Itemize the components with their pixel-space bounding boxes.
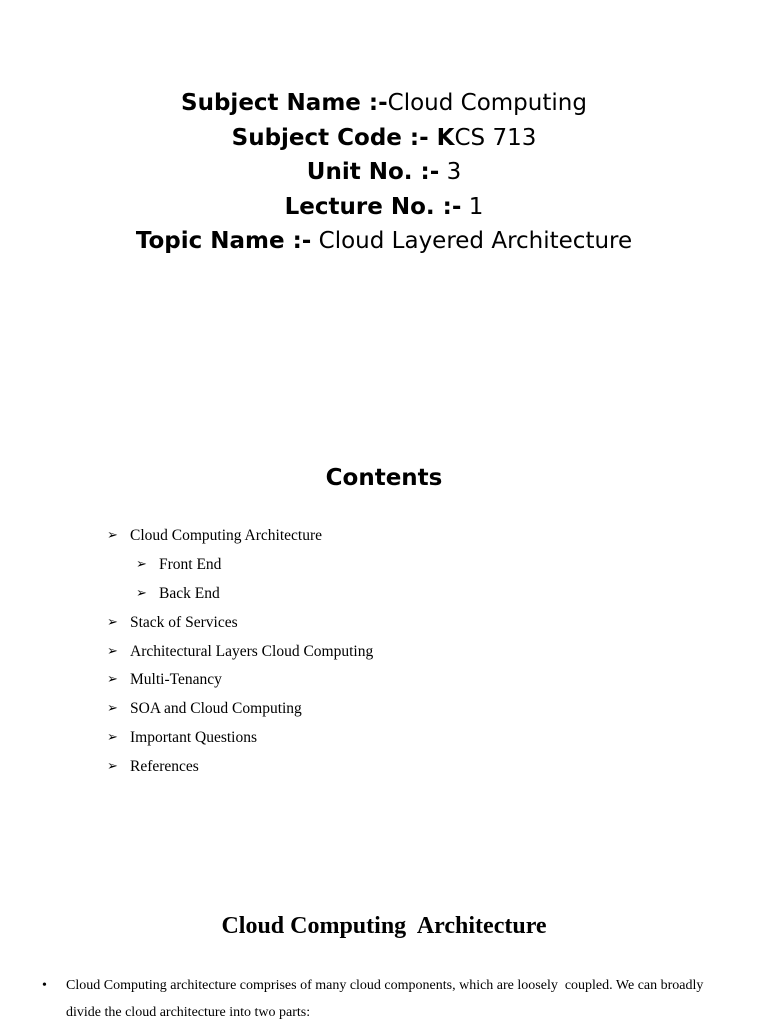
contents-item-label: SOA and Cloud Computing (130, 700, 302, 718)
unit-label: Unit No. :- (306, 159, 440, 186)
contents-item (0, 695, 768, 724)
subject-name-value: Cloud Computing (387, 90, 587, 116)
paragraph-text: Cloud Computing architecture comprises of many cloud components, which are loosely coupled. We can broadly divide the cloud architecture into two parts: (66, 978, 707, 1020)
arrow-bullet-icon: ➢ (107, 672, 118, 688)
lecture-header (0, 86, 768, 259)
contents-item-label: Cloud Computing Architecture (130, 527, 323, 544)
contents-heading: Contents (325, 465, 443, 491)
section-heading: Cloud Computing Architecture (221, 913, 547, 939)
contents-list (0, 522, 768, 782)
contents-item-label: Multi-Tenancy (130, 671, 222, 689)
contents-item (0, 580, 768, 609)
subject-name-line (0, 86, 768, 121)
contents-item-label: References (130, 758, 199, 776)
contents-item-label: Stack of Services (130, 613, 238, 631)
contents-item (0, 638, 768, 667)
topic-label: Topic Name :- (135, 228, 312, 255)
contents-item (0, 724, 768, 753)
arrow-bullet-icon: ➢ (107, 759, 118, 775)
arrow-bullet-icon: ➢ (136, 585, 147, 601)
subject-code-value: CS 713 (454, 124, 537, 151)
subject-code-label: Subject Code :- K (231, 124, 455, 151)
contents-item (0, 609, 768, 638)
contents-item-label: Front End (159, 555, 222, 573)
subject-name-label: Subject Name :- (181, 90, 388, 116)
arrow-bullet-icon: ➢ (107, 701, 118, 717)
arrow-bullet-icon: ➢ (136, 556, 147, 572)
contents-item (0, 753, 768, 782)
contents-item (0, 522, 768, 551)
lecture-value: 1 (461, 193, 484, 220)
lecture-label: Lecture No. :- (284, 193, 462, 220)
arrow-bullet-icon: ➢ (107, 614, 118, 630)
arrow-bullet-icon: ➢ (107, 730, 118, 746)
contents-item-label: Important Questions (130, 729, 257, 747)
contents-item-label: Architectural Layers Cloud Computing (130, 642, 374, 660)
bullet-icon: • (42, 978, 47, 993)
lecture-line (0, 190, 768, 225)
subject-code-line (0, 121, 768, 156)
contents-item (0, 666, 768, 695)
topic-value: Cloud Layered Architecture (311, 228, 633, 255)
unit-line (0, 155, 768, 190)
arrow-bullet-icon: ➢ (107, 528, 118, 543)
topic-line (0, 224, 768, 259)
contents-item-label: Back End (159, 584, 220, 602)
unit-value: 3 (439, 159, 462, 186)
contents-item (0, 551, 768, 580)
arrow-bullet-icon: ➢ (107, 643, 118, 659)
